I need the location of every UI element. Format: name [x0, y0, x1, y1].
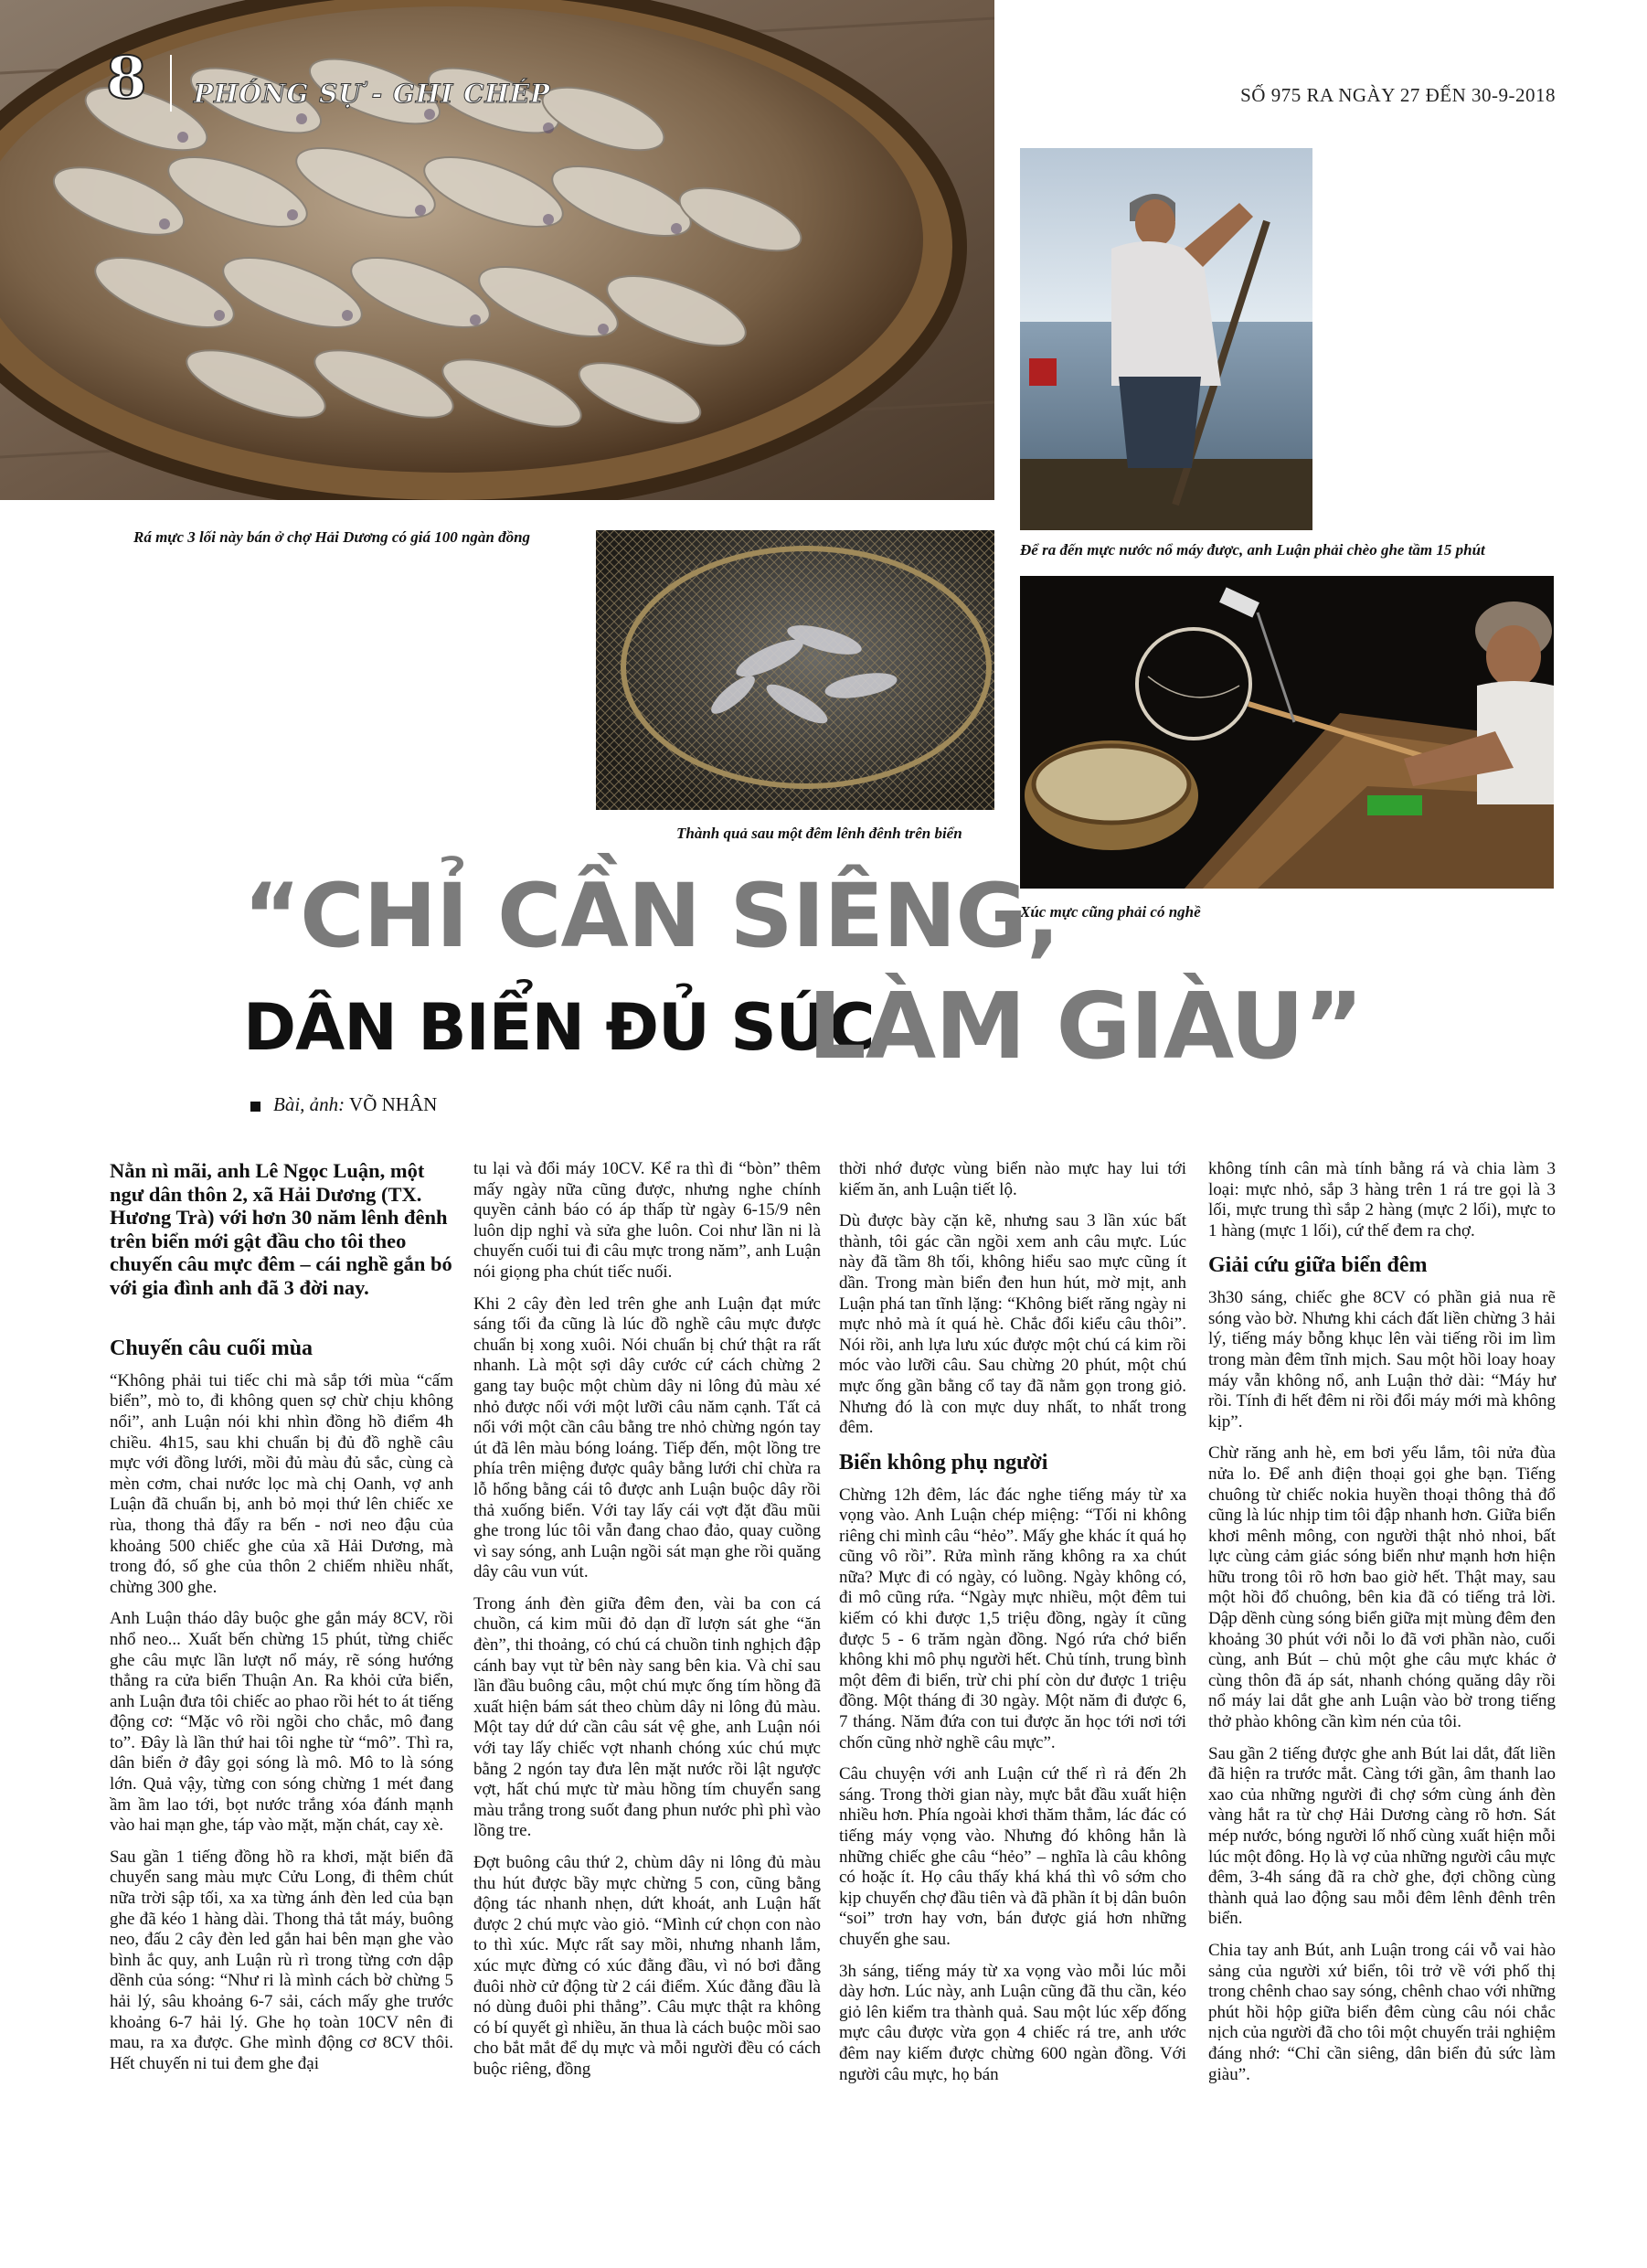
header-divider: [170, 55, 172, 112]
paragraph: 3h sáng, tiếng máy từ xa vọng vào mỗi lúc mỗi dày hơn. Lúc này, anh Luận cũng đã thu cần, kéo giỏ lên kiểm tra thành quả. Sau một lúc xếp đống mực câu được vừa gọn 4 chiếc rá tre, anh ước đêm nay kiếm được chừng 600 ngàn đồng. Với người câu mực, họ bán: [839, 1961, 1186, 2084]
byline: [250, 1093, 437, 1116]
page-number: 8: [106, 44, 147, 112]
paragraph: Chừng 12h đêm, lác đác nghe tiếng máy từ xa vọng vào. Anh Luận chép miệng: “Tối ni không riêng chi mình câu “hẻo”. Mấy ghe khác ít quá họ cũng vô rồi”. Rửa mình răng không ra xa chút nữa? Mực đi có ngày, có luồng. Ngày không có, đi mô cũng rứa. “Ngày mực nhiều, một đêm tui kiếm có khi được 1,5 triệu đồng, ngày ít cũng được 5 - 6 trăm ngàn đồng. Ngó rứa chớ biển không khi mô phụ người hết. Chủ tính, trung bình một đêm đi biển, trừ chi phí còn dư được 1 triệu đồng. Một tháng đi 30 ngày. Một năm đi được 6, 7 tháng. Năm đứa con tui được ăn học tới nơi tới chốn cũng nhờ nghề câu mực”.: [839, 1485, 1186, 1752]
paragraph: Chừ răng anh hè, em bơi yếu lắm, tôi nửa đùa nửa lo. Để anh điện thoại gọi ghe bạn. Tiếng chuông từ chiếc nokia huyền thoại thông thả đổ cũng là lúc nhịp tim tôi đập nhanh hơn. Giữa biển khơi mênh mông, con người thật nhỏ nhoi, bất lực cùng cảm giác sóng biển như mạnh hơn hiện hữu trong tôi rõ hơn bao giờ hết. Thật may, sau một hồi đổ chuông, bên kia đã có tiếng trả lời. Dập dềnh cùng sóng biển giữa mịt mùng đêm đen khoảng 30 phút với nỗi lo đã vơi phần nào, cuối cùng, anh Bút – chủ một ghe câu mực khác ở cùng thôn đã áp sát, nhanh chóng quăng dây rồi nổ máy lai dắt ghe anh Luận vào bờ trong tiếng thở phào không cần kìm nén của tôi.: [1208, 1443, 1556, 1732]
paragraph: không tính cân mà tính bằng rá và chia làm 3 loại: mực nhỏ, sắp 3 hàng trên 1 rá tre gọi là 3 lối, mực trung thì sắp 2 hàng (mực 2 lối), mực to 1 hàng (mực 1 lối), cứ thế đem ra chợ.: [1208, 1159, 1556, 1240]
paragraph: Trong ánh đèn giữa đêm đen, vài ba con cá chuồn, cá kim mũi đỏ dạn dĩ lượn sát ghe “ăn đèn”, thi thoảng, có chú cá chuồn tinh nghịch đập cánh bay vụt từ bên này sang bên kia. Và chỉ sau lần đầu buông câu, một chú mực ống tím hồng đã xuất hiện bám sát theo chùm dây ni lông đủ màu. Một tay dứ dứ cần câu sát vệ ghe, anh Luận nói với tay lấy chiếc vợt nhanh chóng xúc chú mực bằng 2 ngón tay đưa lên mặt nước rồi lật ngược vợt, hất chú mực từ màu hồng tím chuyển sang màu trắng trong suốt đang phun nước phì phì vào lồng tre.: [473, 1593, 821, 1841]
paragraph: Dù được bày cặn kẽ, nhưng sau 3 lần xúc bất thành, tôi gác cần ngồi xem anh câu mực. Lúc này đã tầm 8h tối, không hiểu sao mực cũng ít dần. Trong màn biển đen hun hút, mờ mịt, anh Luận phá tan tĩnh lặng: “Không biết răng ngày ni mực nhỏ mà ít quá hè. Chắc đổi kiểu câu thôi”. Nói rồi, anh lựa lưu xúc được một chú cá kim rồi móc vào lưỡi câu. Sau chừng 20 phút, một chú mực ống gần bằng cổ tay đã nằm gọn trong giỏ. Nhưng đó là con mực duy nhất, to nhất trong đêm.: [839, 1211, 1186, 1438]
paragraph: tu lại và đổi máy 10CV. Kể ra thì đi “bòn” thêm mấy ngày nữa cũng được, nhưng nghe chính quyền cảnh báo có áp thấp từ ngày 6-15/9 nên luôn dịp nghỉ và sửa ghe luôn. Coi như lần ni là chuyến cuối tui đi câu mực trong năm”, anh Luận nói giọng pha chút tiếc nuối.: [473, 1159, 821, 1282]
paragraph: Câu chuyện với anh Luận cứ thế rì rả đến 2h sáng. Trong thời gian này, mực bắt đầu xuất hiện nhiều hơn. Phía ngoài khơi thăm thẳm, lác đác có tiếng máy vọng vào. Nhưng đó không hẳn là những chiếc ghe câu “hẻo” – nghĩa là câu không có hoặc ít. Họ câu thấy khá khá thì vô sớm cho kịp chuyến chợ đầu tiên và đã phần ít bị dân buôn “soi” trơn hay vơn, bán được giá hơn những chuyến ghe sau.: [839, 1764, 1186, 1949]
article-column-2: [473, 1159, 821, 2092]
byline-author: VÕ NHÂN: [349, 1093, 438, 1115]
paragraph: thời nhớ được vùng biển nào mực hay lui tới kiếm ăn, anh Luận tiết lộ.: [839, 1159, 1186, 1199]
headline-line2-dark: DÂN BIỂN ĐỦ SỨC: [243, 990, 875, 1065]
caption-scooping: Xúc mực cũng phải có nghề: [1020, 903, 1201, 921]
caption-rowing: Để ra đến mực nước nổ máy được, anh Luận phải chèo ghe tầm 15 phút: [1020, 541, 1485, 559]
paragraph: Khi 2 cây đèn led trên ghe anh Luận đạt mức sáng tối đa cũng là lúc đồ nghề câu mực được chuẩn bị xong xuôi. Nói chuẩn bị chứ thật ra rất nhanh. Là một sợi dây cước cứ cách chừng 2 gang tay buộc một chùm dây ni lông đủ màu xé nhỏ được nối với một lưỡi câu năm cạnh. Tất cả nối với một cần câu bằng tre nhỏ chừng ngón tay út đã lên màu bóng loáng. Tiếp đến, một lồng tre phía trên miệng được quây bằng lưới chỉ chừa ra lỗ hổng bằng cái tô được anh Luận buộc dây rồi thả xuống biển. Với tay lấy cái vợt đặt đầu mũi ghe trong lúc tôi vẫn đang chao đảo, quay cuồng vì say sóng, anh Luận ngồi sát mạn ghe rồi quăng dây câu vun vút.: [473, 1294, 821, 1582]
paragraph: Chia tay anh Bút, anh Luận trong cái vỗ vai hào sảng của người xứ biển, tôi trở về với phố thị trong chênh chao say sóng, chênh chao với những phút hồi hộp giữa biển đêm cùng câu nói chắc nịch của người đã cho tôi một chuyến trải nghiệm đáng nhớ: “Chỉ cần siêng, dân biển đủ sức làm giàu”.: [1208, 1940, 1556, 2084]
article-column-3: [839, 1159, 1186, 2096]
article-lead: Nằn nì mãi, anh Lê Ngọc Luận, một ngư dân thôn 2, xã Hải Dương (TX. Hương Trà) với hơn 30 năm lênh đênh trên biển mới gật đầu cho tôi theo chuyến câu mực đêm – cái nghề gắn bó với gia đình anh đã 3 đời nay.: [110, 1159, 452, 1299]
caption-squid-basket: Rá mực 3 lối này bán ở chợ Hải Dương có giá 100 ngàn đồng: [133, 528, 531, 546]
paragraph: Đợt buông câu thứ 2, chùm dây ni lông đủ màu thu hút được bầy mực chừng 5 con, cũng bằng động tác nhanh nhẹn, dứt khoát, anh Luận hất được 2 chú mực vào giỏ. “Mình cứ chọn con nào to thì xúc. Mực rất say mồi, nhưng nhanh lắm, xúc mực đừng có xúc đằng đầu, vì nó bơi đằng đuôi nhờ cử động từ 2 cái điểm. Xúc đằng đầu là nó dùng đuôi phi thẳng”. Câu mực thật ra không có bí quyết gì nhiều, ăn thua là cách buộc mồi sao cho bắt mắt để dụ mực và mỗi người đều có cách buộc riêng, đồng: [473, 1853, 821, 2079]
headline-line2-grey: LÀM GIÀU”: [808, 973, 1363, 1080]
paragraph: 3h30 sáng, chiếc ghe 8CV có phần giả nua rẽ sóng vào bờ. Nhưng khi cách đất liền chừng 3 hải lý, tiếng máy bỗng khục lên vài tiếng rồi im lìm trong màn đêm tĩnh mịch. Sau một hồi loay hoay máy vẫn không nổ, anh Luận thở dài: “Máy hư rồi. Tính đi hết đêm ni rồi đổi máy mới mà không kịp”.: [1208, 1288, 1556, 1432]
caption-net-catch: Thành quả sau một đêm lênh đênh trên biển: [676, 825, 962, 842]
subheading-sea-rewards: Biển không phụ người: [839, 1450, 1048, 1475]
photo-squid-basket: [0, 0, 994, 500]
subheading-last-trip: Chuyến câu cuối mùa: [110, 1336, 313, 1360]
net-catch-image: [596, 530, 994, 810]
subheading-night-rescue: Giải cứu giữa biển đêm: [1208, 1253, 1428, 1278]
paragraph: “Không phải tui tiếc chi mà sắp tới mùa “cấm biển”, mò to, đi không quen sợ chừ chịu không nổi”, anh Luận nói khi nhìn đồng hồ điểm 4h chiều. 4h15, sau khi chuẩn bị đủ đồ nghề câu mực với đồng lưới, mồi đủ màu đủ sắc, cùng cà mèn cơm, chai nước lọc mà chị Oanh, vợ anh Luận đã chuẩn bị, anh bỏ mọi thứ lên chiếc xe rùa, thong thả đẩy ra bến - nơi neo đậu của khoảng 500 chiếc ghe của xã Hải Dương, mà trong đó, số ghe của thôn 2 chiếm nhiều nhất, chừng 300 ghe.: [110, 1370, 453, 1597]
photo-scooping: [1020, 576, 1554, 889]
section-label: PHÓNG SỰ - GHI CHÉP: [194, 79, 551, 109]
squid-basket-image: [0, 0, 994, 500]
paragraph: Anh Luận tháo dây buộc ghe gắn máy 8CV, rồi nhổ neo... Xuất bến chừng 15 phút, từng chiếc ghe câu mực lần lượt nổ máy, rẽ sóng hướng thẳng ra cửa biển Thuận An. Ra khỏi cửa biển, anh Luận đưa tôi chiếc ao phao rồi hét to át tiếng động cơ: “Mặc vô rồi ngồi cho chắc, mô đang to”. Đây là lần thứ hai tôi nghe từ “mô”. Thì ra, dân biển ở đây gọi sóng là mô. Mô to là sóng lớn. Quả vậy, từng con sóng chừng 1 mét đang ầm ầm lao tới, bọt nước trắng xóa đánh mạnh vào hai mạn ghe, táp vào mặt, mặn chát, cay xè.: [110, 1609, 453, 1836]
paragraph: Sau gần 1 tiếng đồng hồ ra khơi, mặt biển đã chuyển sang màu mực Cửu Long, đi thêm chút nữa trời sập tối, xa xa từng ánh đèn led của bạn ghe đã kéo 1 hàng dài. Thong thả tắt máy, buông neo, đấu 2 cây đèn led gắn hai bên mạn ghe vào bình ắc quy, anh Luận rù rì trong từng cơn dập dềnh của sóng: “Như ri là mình cách bờ chừng 5 hải lý, sâu khoảng 6-7 sải, cách mấy ghe trước khoảng 6-7 hải lý. Ghe họ toàn 10CV nên đi mau, ra xa được. Ghe mình động cơ 8CV thôi. Hết chuyến ni tui đem ghe đại: [110, 1847, 453, 2073]
photo-net-catch: [596, 530, 994, 810]
rowing-image: [1020, 148, 1312, 530]
photo-rowing: [1020, 148, 1312, 530]
headline-line1: “CHỈ CẦN SIÊNG,: [243, 865, 1059, 967]
issue-date-line: SỐ 975 RA NGÀY 27 ĐẾN 30-9-2018: [1240, 84, 1556, 106]
byline-prefix: Bài, ảnh:: [273, 1093, 345, 1115]
article-column-1: [110, 1159, 453, 2085]
article-column-4: [1208, 1159, 1556, 2096]
paragraph: Sau gần 2 tiếng được ghe anh Bút lai dắt, đất liền đã hiện ra trước mắt. Càng tới gần, âm thanh lao xao của những người đi chợ sớm cùng ánh đèn vàng hắt ra từ chợ Hải Dương càng rõ hơn. Sát mép nước, bóng người lố nhố cùng xuất hiện mỗi lúc một đông. Họ là vợ của những người câu mực đêm, 3-4h sáng đã ra chờ ghe, đợi chồng cùng thành quả lao động sau mỗi đêm lênh đênh trên biển.: [1208, 1743, 1556, 1929]
scooping-image: [1020, 576, 1554, 889]
byline-bullet: [250, 1102, 260, 1112]
